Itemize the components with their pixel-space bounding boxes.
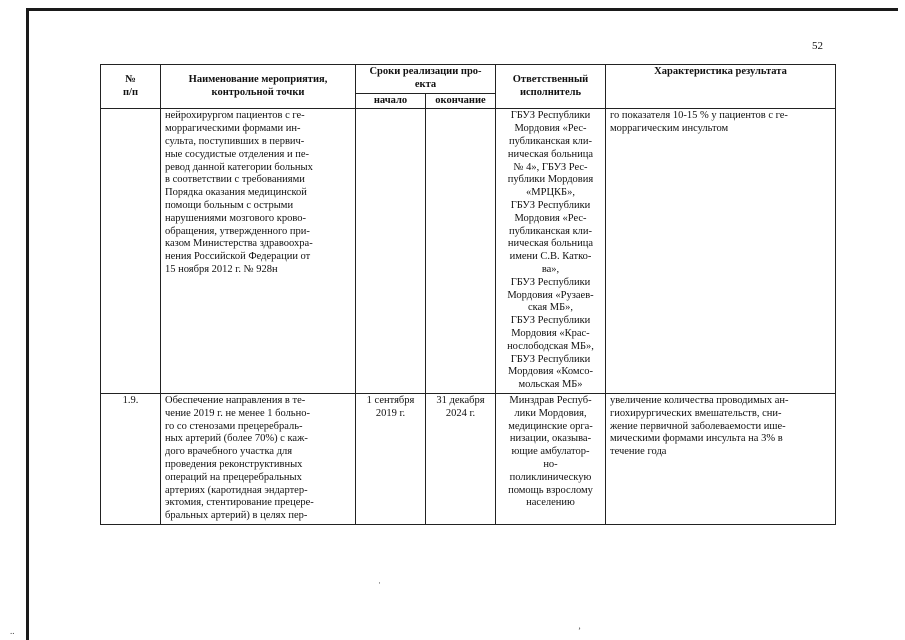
scan-border-top	[28, 8, 898, 11]
cell-text-line: населению	[526, 497, 575, 509]
cell-text-line: ва»,	[541, 263, 560, 275]
table-row	[101, 393, 836, 524]
cell-text-line: Порядка оказания медицинской	[165, 187, 307, 199]
cell-text-line: гиохирургических вмешательств, сни-	[610, 407, 782, 419]
cell-text-line: Мордовия «Рес-	[514, 212, 587, 224]
cell-text-line: ГБУЗ Республики	[510, 199, 591, 211]
footer-mark-dot: ·	[378, 578, 381, 588]
cell-text-line: Мордовия «Крас-	[511, 327, 590, 339]
cell-text-line: 2024 г.	[445, 407, 476, 419]
cell-start	[356, 109, 426, 394]
cell-text-line: Мордовия «Рес-	[514, 123, 587, 135]
cell-text-line: публики Мордовия	[507, 174, 594, 186]
cell-text-line: ющие амбулатор-	[511, 446, 590, 458]
cell-text-line: течение года	[610, 446, 667, 458]
header-terms: Сроки реализации про- екта	[356, 65, 496, 94]
table-row	[101, 109, 836, 394]
cell-text-line: 1 сентября	[366, 394, 415, 406]
cell-text-line: эктомия, стентирование прецере-	[165, 497, 314, 509]
header-start: начало	[356, 93, 426, 109]
cell-text-line: го со стенозами прецеребраль-	[165, 420, 303, 432]
page-number: 52	[812, 40, 823, 52]
cell-name	[161, 109, 356, 394]
cell-text-line: дого врачебного участка для	[165, 446, 293, 458]
cell-text-line: публиканская кли-	[508, 225, 593, 237]
cell-text-line: казом Министерства здравоохра-	[165, 238, 313, 250]
cell-text-line: имени С.В. Катко-	[509, 251, 592, 263]
cell-text-line: ская МБ»,	[528, 302, 573, 314]
header-name: Наименование мероприятия, контрольной точки	[161, 65, 356, 109]
cell-responsible	[496, 393, 606, 524]
cell-text-line: операций на прецеребральных	[165, 471, 302, 483]
cell-text-line: артериях (каротидная эндартер-	[165, 484, 308, 496]
cell-end	[426, 393, 496, 524]
cell-text-line: ные сосудистые отделения и пе-	[165, 148, 309, 160]
cell-text-line: поликлиническую	[509, 471, 592, 483]
cell-num: 1.9.	[101, 393, 161, 524]
cell-text-line: Минздрав Респуб-	[509, 394, 592, 406]
cell-text-line: 2019 г.	[375, 407, 406, 419]
cell-text-line: лики Мордовия,	[514, 407, 587, 419]
cell-text-line: 31 декабря	[436, 394, 485, 406]
cell-text-line: го показателя 10-15 % у пациентов с ге-	[610, 110, 788, 122]
cell-text-line: № 4», ГБУЗ Рес-	[513, 161, 588, 173]
cell-start	[356, 393, 426, 524]
cell-text-line: «МРЦКБ»,	[526, 187, 575, 199]
cell-text-line: ГБУЗ Республики	[510, 353, 591, 365]
cell-text-line: нарушениями мозгового крово-	[165, 212, 306, 224]
header-num: № п/п	[101, 65, 161, 109]
cell-text-line: но-	[543, 458, 558, 470]
action-plan-table	[100, 64, 836, 525]
cell-text-line: моррагическими формами ин-	[165, 123, 301, 135]
cell-text-line: нейрохирургом пациентов с ге-	[165, 110, 305, 122]
cell-text-line: бральных артерий) в целях пер-	[165, 510, 308, 522]
header-row-top	[101, 65, 836, 94]
cell-text-line: ническая больница	[507, 238, 594, 250]
cell-text-line: нения Российской Федерации от	[165, 251, 311, 263]
cell-text-line: в соответствии с требованиями	[165, 174, 305, 186]
cell-text-line: нослободская МБ»,	[507, 340, 594, 352]
cell-text-line: обращения, утвержденного при-	[165, 225, 310, 237]
cell-name	[161, 393, 356, 524]
cell-num	[101, 109, 161, 394]
cell-text-line: ревод данной категории больных	[165, 161, 313, 173]
cell-end	[426, 109, 496, 394]
cell-text-line: медицинские орга-	[508, 420, 593, 432]
cell-text-line: ГБУЗ Республики	[510, 315, 591, 327]
header-result: Характеристика результата	[606, 65, 836, 109]
cell-text-line: Мордовия «Комсо-	[508, 366, 593, 378]
cell-text-line: ническая больница	[507, 148, 594, 160]
cell-text-line: Мордовия «Рузаев-	[507, 289, 594, 301]
header-responsible: Ответственный исполнитель	[496, 65, 606, 109]
cell-text-line: проведения реконструктивных	[165, 458, 303, 470]
cell-text-line: моррагическим инсультом	[610, 123, 729, 135]
header-end: окончание	[426, 93, 496, 109]
cell-responsible	[496, 109, 606, 394]
cell-text-line: публиканская кли-	[508, 135, 593, 147]
cell-text-line: увеличение количества проводимых ан-	[610, 394, 789, 406]
cell-text-line: жение первичной заболеваемости ише-	[610, 420, 786, 432]
footer-mark-right: ’	[578, 626, 581, 636]
cell-text-line: помощь взрослому	[508, 484, 593, 496]
cell-text-line: ГБУЗ Республики	[510, 110, 591, 122]
scan-border-left	[26, 8, 29, 640]
cell-text-line: мольская МБ»	[518, 379, 583, 391]
cell-text-line: чение 2019 г. не менее 1 больно-	[165, 407, 310, 419]
cell-text-line: Обеспечение направления в те-	[165, 394, 306, 406]
cell-text-line: мическими формами инсульта на 3% в	[610, 433, 783, 445]
cell-text-line: ных артерий (более 70%) с каж-	[165, 433, 308, 445]
footer-mark-left: ..	[10, 626, 15, 636]
cell-result	[606, 109, 836, 394]
cell-result	[606, 393, 836, 524]
cell-text-line: помощи больным с острыми	[165, 199, 294, 211]
cell-text-line: 15 ноября 2012 г. № 928н	[165, 263, 278, 275]
cell-text-line: сульта, поступивших в первич-	[165, 135, 305, 147]
cell-text-line: ГБУЗ Республики	[510, 276, 591, 288]
cell-text-line: низации, оказыва-	[509, 433, 592, 445]
